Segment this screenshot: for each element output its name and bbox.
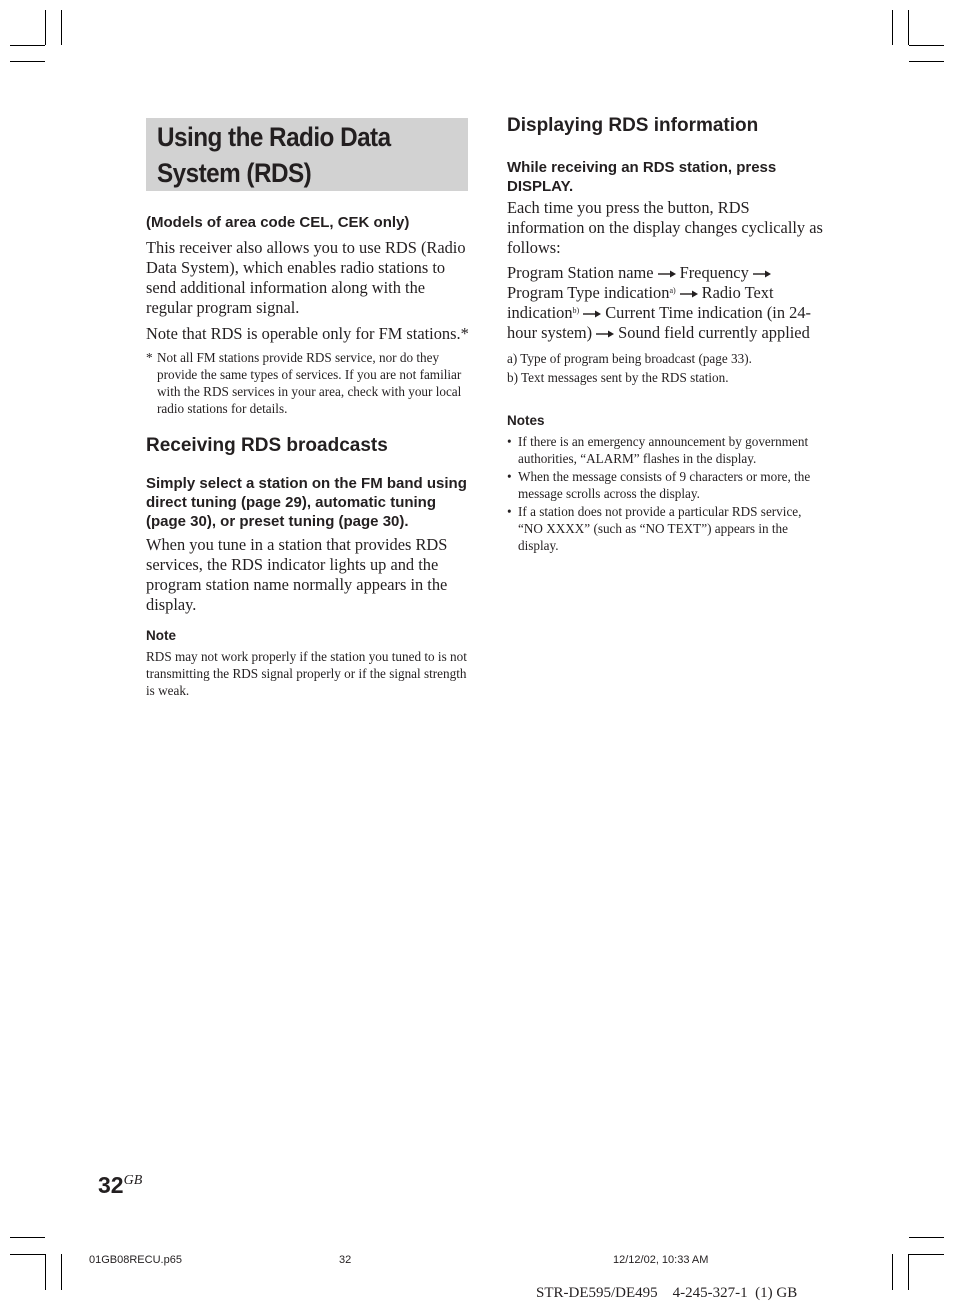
display-sequence (507, 263, 829, 343)
crop-mark (45, 10, 46, 45)
page-number-suffix: GB (123, 1173, 143, 1188)
footnote-text: Not all FM stations provide RDS service, nor do they provide the same types of services. If you are not familiar with the RDS services in your area, check with your local radio stations for details. (157, 350, 462, 416)
notes-heading: Notes (507, 413, 545, 428)
crop-mark (61, 1254, 62, 1290)
crop-mark (892, 1254, 893, 1290)
crop-mark (909, 45, 944, 46)
crop-mark (10, 1254, 45, 1255)
footer-page: 32 (339, 1254, 352, 1266)
page-title-line: Using the Radio Data (157, 122, 391, 152)
note-text: When the message consists of 9 characters or more, the message scrolls across the display. (518, 469, 811, 501)
arrow-right-icon (595, 329, 615, 339)
crop-mark (909, 61, 944, 62)
bullet-icon: • (507, 469, 512, 484)
arrow-right-icon (679, 289, 699, 299)
bullet-icon: • (507, 434, 512, 449)
note-body: RDS may not work properly if the station you tuned to is not transmitting the RDS signal properly or if the signal strength is weak. (146, 649, 467, 698)
seq-item: Current Time indication (in 24-hour system) (507, 303, 811, 342)
displaying-paragraph: Each time you press the button, RDS information on the display changes cyclically as follows: (507, 198, 823, 257)
crop-mark (892, 10, 893, 45)
crop-mark (908, 10, 909, 45)
seq-item: Radio Text indication (507, 283, 774, 322)
page-number (98, 1167, 142, 1199)
intro-note-paragraph: Note that RDS is operable only for FM stations.* (146, 324, 469, 343)
list-item (507, 433, 829, 467)
page-number-value: 32 (98, 1172, 124, 1198)
crop-mark (908, 1254, 909, 1290)
footnote (146, 349, 472, 417)
footnote-a: a) Type of program being broadcast (page 33). (507, 351, 752, 366)
seq-footnote-ref: b) (572, 306, 580, 315)
intro-paragraph: This receiver also allows you to use RDS (Radio Data System), which enables radio stations to send additional information along with the regular program signal. (146, 238, 466, 317)
list-item (507, 503, 829, 554)
footer-date: 12/12/02, 10:33 AM (613, 1254, 709, 1266)
displaying-heading: Displaying RDS information (507, 115, 759, 136)
seq-footnote-ref: a) (669, 286, 676, 295)
arrow-right-icon (657, 269, 677, 279)
note-heading: Note (146, 628, 176, 643)
crop-mark (10, 45, 45, 46)
seq-item: Program Type indication (507, 283, 670, 302)
crop-mark (10, 61, 45, 62)
crop-mark (45, 1254, 46, 1290)
left-column (146, 212, 472, 699)
right-column (507, 114, 829, 554)
footer-model: STR-DE595/DE495 4-245-327-1 (1) GB (536, 1285, 798, 1301)
note-text: If there is an emergency announcement by government authorities, “ALARM” flashes in the display. (518, 434, 809, 466)
list-item (507, 468, 829, 502)
footnote-b: b) Text messages sent by the RDS station. (507, 370, 729, 385)
models-heading: (Models of area code CEL, CEK only) (146, 214, 410, 231)
crop-mark (10, 1237, 45, 1238)
notes-list (507, 433, 829, 554)
footer-file: 01GB08RECU.p65 (89, 1254, 182, 1266)
note-text: If a station does not provide a particular RDS service, “NO XXXX” (such as “NO TEXT”) appears in the display. (518, 504, 802, 553)
arrow-right-icon (582, 309, 602, 319)
receiving-paragraph: When you tune in a station that provides RDS services, the RDS indicator lights up and the program station name normally appears in the display. (146, 535, 448, 614)
page-title-line: System (RDS) (157, 158, 312, 188)
seq-item: Frequency (679, 263, 749, 282)
page-title-box (146, 118, 468, 191)
receiving-heading: Receiving RDS broadcasts (146, 435, 388, 456)
crop-mark (61, 10, 62, 45)
crop-mark (909, 1254, 944, 1255)
footnote-mark: * (146, 350, 153, 365)
seq-item: Program Station name (507, 263, 654, 282)
bullet-icon: • (507, 504, 512, 519)
crop-mark (909, 1237, 944, 1238)
displaying-instruction: While receiving an RDS station, press DISPLAY. (507, 159, 777, 195)
arrow-right-icon (752, 269, 772, 279)
seq-item: Sound field currently applied (618, 323, 810, 342)
receiving-instruction: Simply select a station on the FM band using direct tuning (page 29), automatic tuning (page 30), or preset tuning (page 30). (146, 475, 467, 530)
page-title (157, 119, 391, 191)
